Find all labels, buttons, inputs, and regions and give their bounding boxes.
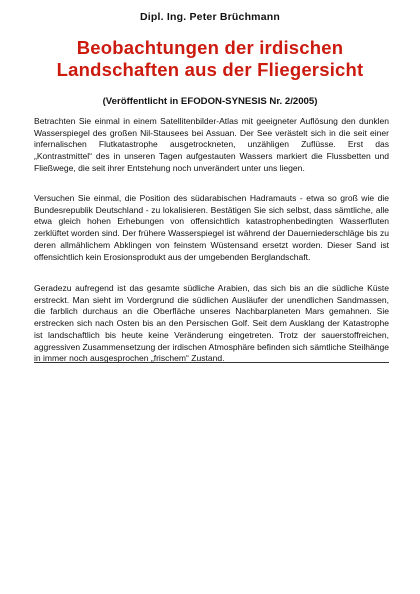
paragraph-3: Geradezu aufregend ist das gesamte südliche Arabien, das sich bis an die südliche Küste erstreckt. Man sieht im Vordergrund die südlichen Ausläufer der unendlichen Sandmassen, die farblich durchaus an die Oberfläche unseres Nachbarplaneten Mars gemahnen. Sie erstrecken sich nach Osten bis an den Persischen Golf. Seit dem Ausklang der Katastrophe ist landschaftlich bis heute keine Veränderung eingetreten. Trotz der sauerstoffreichen, aggressiven Zusammensetzung der irdischen Atmosphäre befinden sich sämtliche Steilhänge in immer noch ausgesprochen „frischem“ Zustand. <box>34 283 389 364</box>
paragraph-2: Versuchen Sie einmal, die Position des südarabischen Hadramauts - etwa so groß wie die Bundesrepublik Deutschland - zu lokalisieren. Bestätigen Sie sich selbst, dass sämtliche, alle etwa gleich hohen Erhebungen von offensichtlich katastrophenbedingten Wasserfluten zerklüftet worden sind. Der frühere Wasserspiegel ist während der Dauerniederschläge bis zu deren allmählichem Abklingen von feinstem Wüstensand ersetzt worden. Dieser Sand ist offensichtlich kein Erosionsprodukt aus der umgebenden Berglandschaft. <box>34 193 389 262</box>
article-title: Beobachtungen der irdischen Landschaften aus der Fliegersicht <box>56 37 364 80</box>
paragraph-1: Betrachten Sie einmal in einem Satellitenbilder-Atlas mit geeigneter Auflösung den dunklen Wasserspiegel des großen Nil-Stausees bei Assuan. Der See verästelt sich in die seit einer infernalischen Flutkatastrophe ausgetrockneten, unzähligen Zuflüsse. Erst das „Kontrastmittel“ des in unseren Tagen aufgestauten Wassers markiert die Flussbetten und Fließwege, die seit ihrer Entstehung noch unverändert unter uns liegen. <box>34 116 389 173</box>
author-line: Dipl. Ing. Peter Brüchmann <box>140 11 280 23</box>
publication-note: (Veröffentlicht in EFODON-SYNESIS Nr. 2/2005) <box>102 96 318 107</box>
end-rule <box>34 362 389 363</box>
